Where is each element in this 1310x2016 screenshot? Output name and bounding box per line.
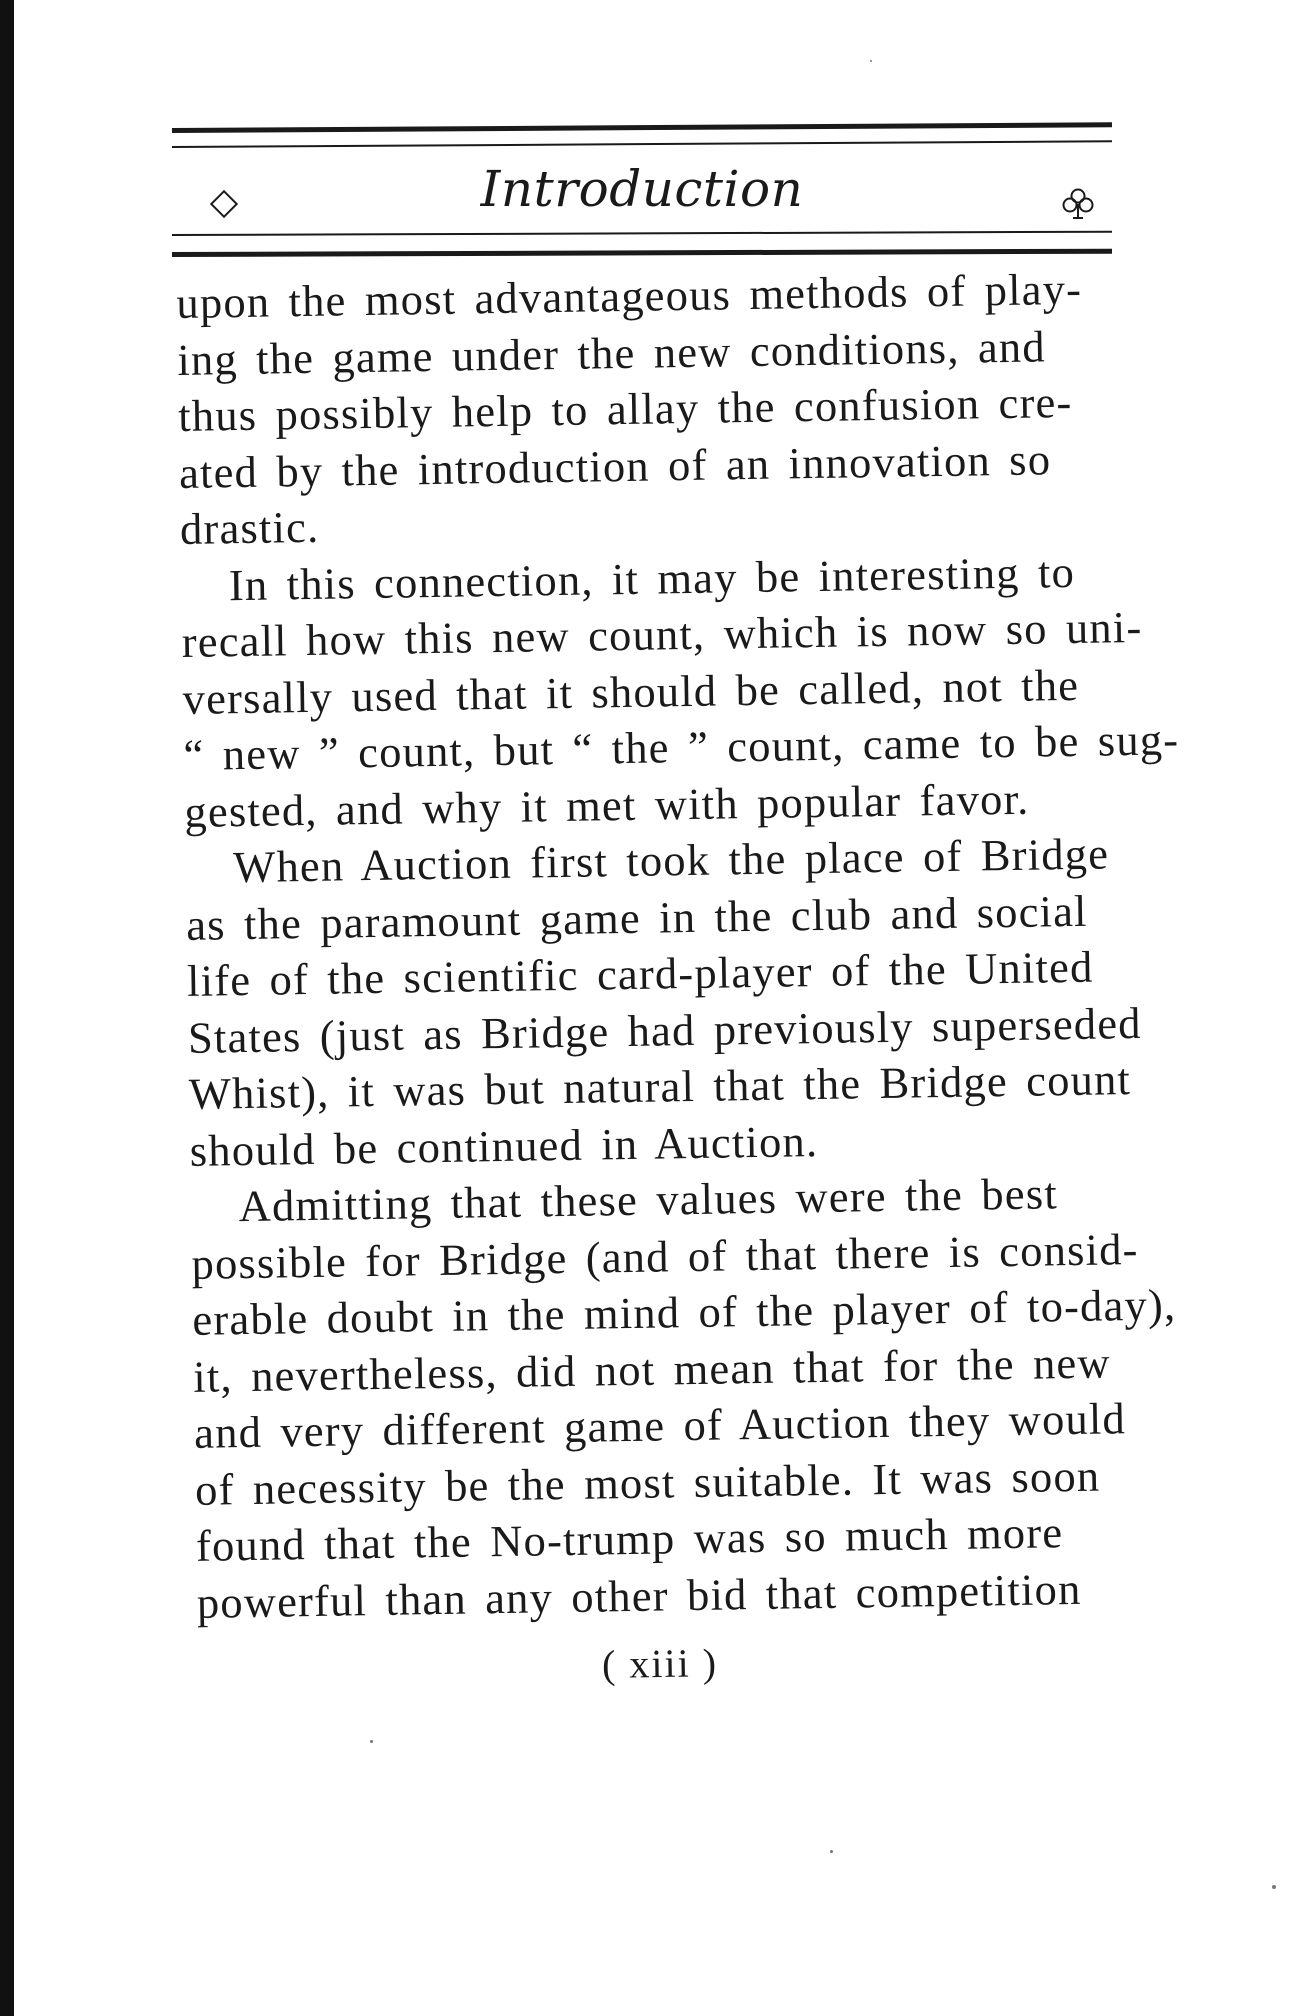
text-line: as the paramount game in the club and social — [185, 885, 1089, 950]
header-rule-bottom-thick — [172, 249, 1112, 257]
club-icon — [1060, 186, 1096, 222]
paragraph-start-line: In this connection, it may be interesting to — [228, 546, 1076, 610]
paragraph-start-line: When Auction first took the place of Bridge — [232, 828, 1110, 893]
text-line: recall how this new count, which is now so uni- — [181, 601, 1143, 667]
text-line: should be continued in Auction. — [189, 1115, 819, 1176]
header-row — [172, 156, 1112, 228]
scan-speck — [830, 1850, 833, 1853]
text-line: Whist), it was but natural that the Bridge count — [188, 1054, 1132, 1119]
text-line: possible for Bridge (and of that there is consid- — [191, 1223, 1139, 1289]
text-line: of necessity be the most suitable. It was soon — [194, 1450, 1101, 1515]
header-rule-bottom-thin — [172, 231, 1112, 236]
text-line: found that the No-trump was so much more — [195, 1507, 1064, 1571]
scan-speck — [370, 1740, 373, 1743]
running-header — [172, 128, 1112, 268]
text-line: thus possibly help to allay the confusion cre- — [177, 376, 1073, 441]
text-line: powerful than any other bid that competition — [196, 1563, 1082, 1628]
scan-speck — [870, 60, 872, 62]
page-number: ( xiii ) — [601, 1640, 719, 1687]
text-line: upon the most advantageous methods of play- — [176, 263, 1083, 328]
text-line: versally used that it should be called, not the — [182, 659, 1080, 724]
scan-speck — [1272, 1885, 1276, 1889]
text-line: it, nevertheless, did not mean that for the new — [192, 1336, 1112, 1402]
text-line: States (just as Bridge had previously superseded — [187, 997, 1143, 1063]
text-line: and very different game of Auction they would — [193, 1393, 1127, 1458]
text-line: “ new ” count, but “ the ” count, came to be sug- — [183, 714, 1180, 780]
text-line: ing the game under the new conditions, and — [176, 320, 1047, 385]
text-line: erable doubt in the mind of the player of to-day), — [192, 1279, 1177, 1345]
body-text — [176, 260, 1180, 1631]
text-line: ated by the introduction of an innovation so — [178, 433, 1052, 498]
scan-edge — [0, 0, 14, 2016]
paragraph-start-line: Admitting that these values were the best — [238, 1168, 1059, 1232]
header-rule-top-thick — [172, 122, 1112, 133]
text-line: drastic. — [179, 501, 320, 554]
text-line: gested, and why it met with popular favor. — [184, 773, 1030, 837]
text-line: life of the scientific card-player of the United — [186, 941, 1094, 1006]
header-rule-top-thin — [172, 140, 1112, 148]
page-title: Introduction — [480, 160, 804, 218]
